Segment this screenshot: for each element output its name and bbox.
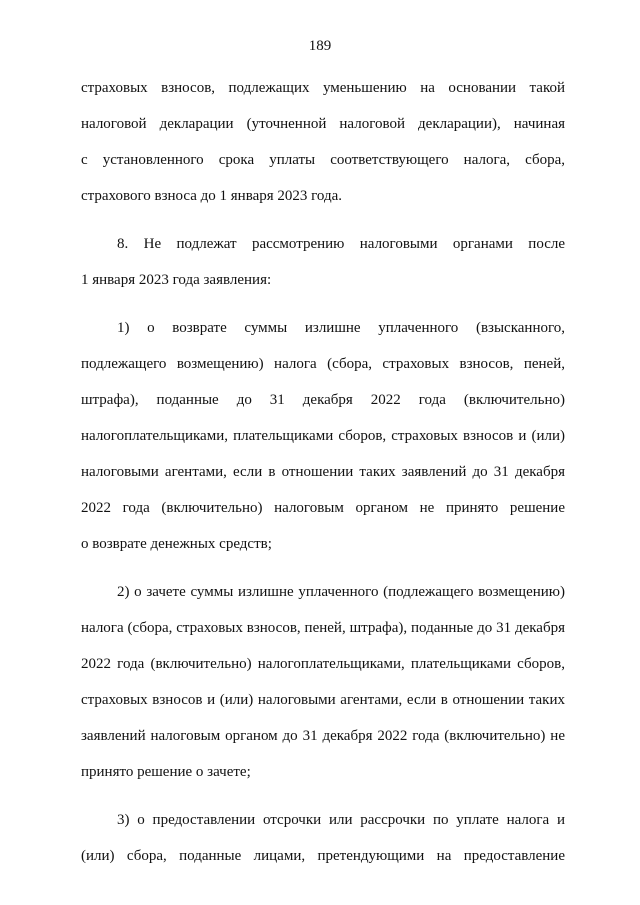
text-line: 2) о зачете суммы излишне уплаченного (подлежащего возмещению) bbox=[117, 584, 565, 600]
text-line: страховых взносов, подлежащих уменьшению на основании такой bbox=[81, 80, 565, 96]
paragraph-continuation bbox=[81, 70, 565, 214]
text-line: 2022 года (включительно) налогоплательщиками, плательщиками сборов, bbox=[81, 656, 565, 672]
text-line: 3) о предоставлении отсрочки или рассрочки по уплате налога и bbox=[117, 812, 565, 828]
text-line: принято решение о зачете; bbox=[81, 764, 251, 780]
text-line: налоговыми агентами, если в отношении таких заявлений до 31 декабря bbox=[81, 464, 565, 480]
text-line: налогоплательщиками, плательщиками сборов, страховых взносов и (или) bbox=[81, 428, 565, 444]
text-line: (или) сбора, поданные лицами, претендующими на предоставление bbox=[81, 848, 565, 864]
text-line: 2022 года (включительно) налоговым органом не принято решение bbox=[81, 500, 565, 516]
text-line: 8. Не подлежат рассмотрению налоговыми органами после bbox=[117, 236, 565, 252]
text-line: заявлений налоговым органом до 31 декабря 2022 года (включительно) не bbox=[81, 728, 565, 744]
paragraph-subitem-2 bbox=[81, 574, 565, 790]
text-line: налога (сбора, страховых взносов, пеней, штрафа), поданные до 31 декабря bbox=[81, 620, 565, 636]
text-line: подлежащего возмещению) налога (сбора, страховых взносов, пеней, bbox=[81, 356, 565, 372]
text-line: 1 января 2023 года заявления: bbox=[81, 272, 272, 288]
text-line: штрафа), поданные до 31 декабря 2022 года (включительно) bbox=[81, 392, 565, 408]
paragraph-subitem-1 bbox=[81, 310, 565, 562]
document-body bbox=[81, 70, 565, 874]
text-line: 1) о возврате суммы излишне уплаченного (взысканного, bbox=[117, 320, 565, 336]
text-line: с установленного срока уплаты соответствующего налога, сбора, bbox=[81, 152, 565, 168]
text-line: о возврате денежных средств; bbox=[81, 536, 272, 552]
text-line: страхового взноса до 1 января 2023 года. bbox=[81, 188, 343, 204]
text-line: налоговой декларации (уточненной налоговой декларации), начиная bbox=[81, 116, 565, 132]
paragraph-subitem-3 bbox=[81, 802, 565, 874]
page-number: 189 bbox=[308, 38, 332, 54]
text-line: страховых взносов и (или) налоговыми агентами, если в отношении таких bbox=[81, 692, 565, 708]
paragraph-item-8 bbox=[81, 226, 565, 298]
